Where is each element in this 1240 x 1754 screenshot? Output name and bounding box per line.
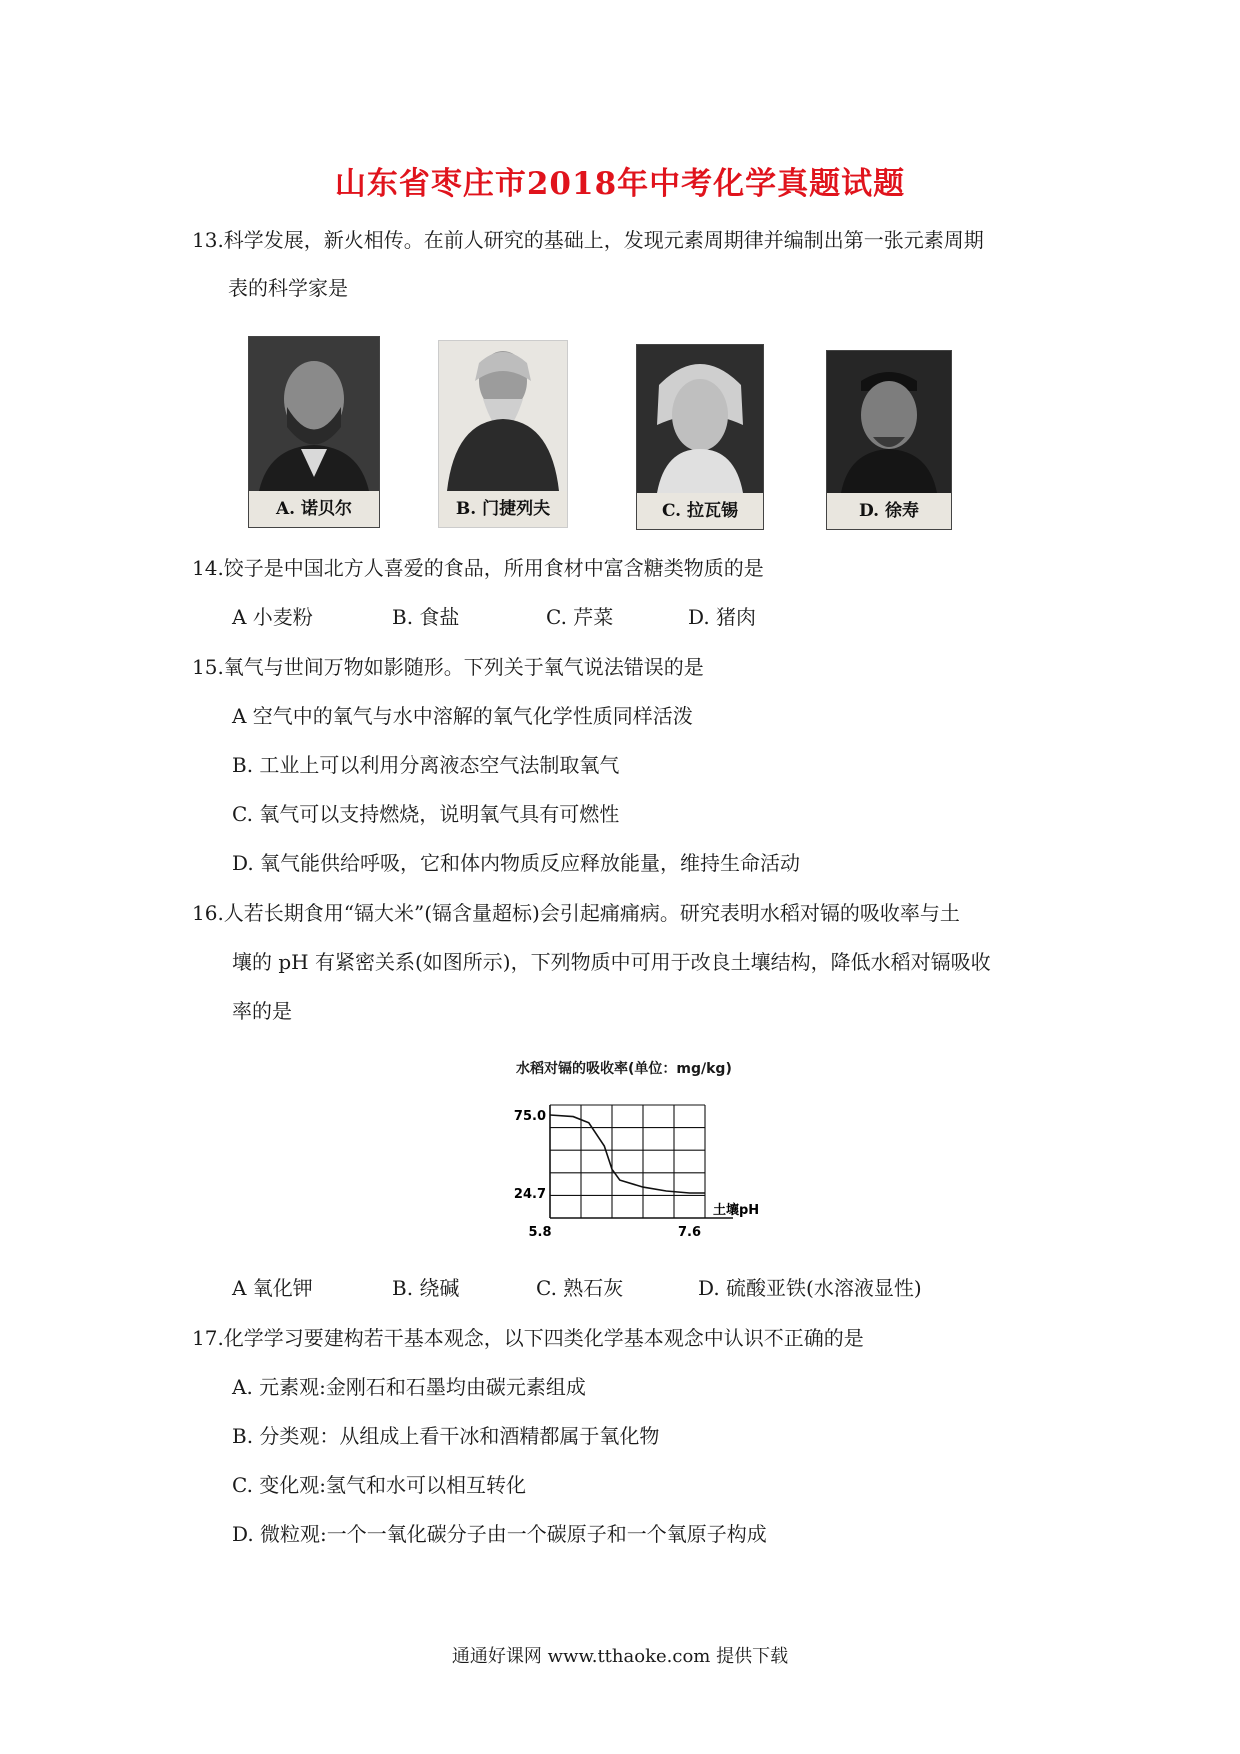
q15-option-a: A 空气中的氧气与水中溶解的氧气化学性质同样活泼: [232, 704, 693, 728]
portrait-lavoisier: [636, 344, 764, 530]
q17-option-a: A. 元素观:金刚石和石墨均由碳元素组成: [232, 1375, 586, 1399]
question-17-text: 17.化学学习要建构若干基本观念，以下四类化学基本观念中认识不正确的是: [192, 1326, 864, 1350]
y-tick-label-75: 75.0: [513, 1109, 546, 1124]
page-title: 山东省枣庄市2018年中考化学真题试题: [334, 166, 906, 202]
portrait-nobel-image: [249, 337, 379, 491]
x-axis-label: 土壤pH: [713, 1203, 760, 1218]
q16-option-a: A 氧化钾: [232, 1276, 313, 1300]
q15-option-d: D. 氧气能供给呼吸，它和体内物质反应释放能量，维持生命活动: [232, 851, 801, 875]
portrait-nobel: [248, 336, 380, 528]
q16-option-d: D. 硫酸亚铁(水溶液显性): [698, 1276, 922, 1300]
q17-option-b: B. 分类观：从组成上看干冰和酒精都属于氧化物: [232, 1424, 660, 1448]
q15-option-c: C. 氧气可以支持燃烧，说明氧气具有可燃性: [232, 802, 620, 826]
question-16-text-line2: 壤的 pH 有紧密关系(如图所示)，下列物质中可用于改良土壤结构，降低水稻对镉吸收: [232, 950, 991, 974]
q14-option-c: C. 芹菜: [546, 605, 614, 629]
question-14-text: 14.饺子是中国北方人喜爱的食品，所用食材中富含糖类物质的是: [192, 556, 764, 580]
portrait-lavoisier-image: [637, 345, 763, 493]
chart-title: 水稻对镉的吸收率(单位：mg/kg): [516, 1061, 732, 1077]
question-13-text-line1: 13.科学发展，新火相传。在前人研究的基础上，发现元素周期律并编制出第一张元素周期: [192, 228, 984, 252]
cadmium-absorption-chart: [500, 1080, 780, 1250]
x-tick-label-7-6: 7.6: [677, 1225, 702, 1240]
portrait-caption-c: C. 拉瓦锡: [637, 493, 763, 529]
portrait-mendeleev-image: [439, 341, 567, 491]
q14-option-d: D. 猪肉: [688, 605, 757, 629]
portrait-xushou: [826, 350, 952, 530]
question-16-text-line3: 率的是: [232, 999, 292, 1023]
x-tick-label-5-8: 5.8: [528, 1225, 552, 1240]
question-13-text-line2: 表的科学家是: [228, 276, 348, 300]
portrait-caption-b: B. 门捷列夫: [439, 491, 567, 527]
portrait-xushou-image: [827, 351, 951, 493]
footer-source: 通通好课网 www.tthaoke.com 提供下载: [451, 1646, 789, 1667]
y-tick-label-24-7: 24.7: [513, 1187, 546, 1202]
q17-option-c: C. 变化观:氢气和水可以相互转化: [232, 1473, 527, 1497]
q16-option-c: C. 熟石灰: [536, 1276, 624, 1300]
portrait-caption-a: A. 诺贝尔: [249, 491, 379, 527]
q14-option-b: B. 食盐: [392, 605, 460, 629]
portrait-caption-d: D. 徐寿: [827, 493, 951, 529]
q16-option-b: B. 绕碱: [392, 1276, 460, 1300]
question-16-text-line1: 16.人若长期食用“镉大米”(镉含量超标)会引起痛痛病。研究表明水稻对镉的吸收率与土: [192, 901, 960, 925]
q14-option-a: A 小麦粉: [232, 605, 313, 629]
question-15-text: 15.氧气与世间万物如影随形。下列关于氧气说法错误的是: [192, 655, 704, 679]
chart-series-line: [550, 1115, 705, 1193]
portrait-mendeleev: [438, 340, 568, 528]
q17-option-d: D. 微粒观:一个一氧化碳分子由一个碳原子和一个氧原子构成: [232, 1522, 767, 1546]
q15-option-b: B. 工业上可以利用分离液态空气法制取氧气: [232, 753, 620, 777]
chart-grid: [550, 1105, 733, 1218]
